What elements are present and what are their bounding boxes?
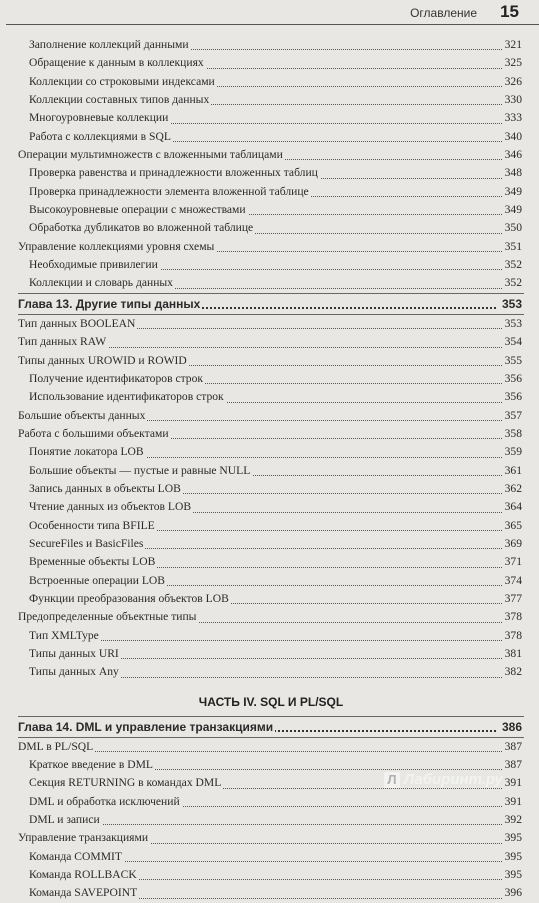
toc-entry-title: Проверка принадлежности элемента вложенной таблице <box>29 184 309 198</box>
toc-entry[interactable] <box>18 164 524 182</box>
toc-entry[interactable] <box>18 352 524 370</box>
toc-entry-title: Тип XMLType <box>29 628 99 642</box>
toc-entry-page: 395 <box>504 868 522 882</box>
chapter-title: Глава 13. Другие типы данных <box>18 296 201 311</box>
header-title: Оглавление <box>410 6 477 20</box>
toc-entry-page: 321 <box>504 38 522 51</box>
toc-entry[interactable] <box>18 315 524 333</box>
toc-entry-page: 395 <box>504 831 522 845</box>
toc-entry-title: Тип данных RAW <box>18 335 107 349</box>
toc-entry-title: SecureFiles и BasicFiles <box>29 536 144 550</box>
toc-entry[interactable] <box>18 884 524 902</box>
toc-entry-page: 354 <box>504 335 522 349</box>
toc-entry[interactable] <box>18 109 524 127</box>
toc-entry[interactable] <box>18 590 524 608</box>
toc-entry[interactable] <box>18 480 524 498</box>
toc-entry-page: 330 <box>504 93 522 107</box>
toc-entry-title: Особенности типа BFILE <box>29 518 155 532</box>
labirint-logo-icon: Л <box>384 772 400 788</box>
toc-entry-page: 387 <box>504 739 522 753</box>
toc-entry-title: Коллекции со строковыми индексами <box>29 74 215 88</box>
toc-entry-page: 369 <box>504 536 522 550</box>
toc-entry-page: 358 <box>504 426 522 440</box>
toc-entry-title: Управление транзакциями <box>18 831 149 845</box>
toc-entry-page: 349 <box>504 203 522 217</box>
toc-entry-page: 361 <box>504 463 522 477</box>
toc-entry[interactable] <box>18 866 524 884</box>
toc-entry-title: Коллекции составных типов данных <box>29 93 210 107</box>
toc-entry[interactable] <box>18 183 524 201</box>
chapter-page: 386 <box>501 719 522 734</box>
toc-entry-title: Команда SAVEPOINT <box>29 886 138 900</box>
toc-entry-page: 340 <box>504 129 522 143</box>
toc-entry[interactable] <box>18 370 524 388</box>
toc-entry-page: 356 <box>504 371 522 385</box>
header-page-number: 15 <box>500 2 519 21</box>
toc-entry[interactable] <box>18 608 524 626</box>
toc-section-other-types <box>18 315 524 682</box>
toc-entry[interactable] <box>18 663 524 681</box>
toc-entry-title: Использование идентификаторов строк <box>29 390 224 404</box>
toc-entry-title: Большие объекты данных <box>18 408 146 422</box>
toc-entry-page: 352 <box>504 276 522 290</box>
toc-entry-title: Управление коллекциями уровня схемы <box>18 239 215 253</box>
toc-entry[interactable] <box>18 848 524 866</box>
toc-entry[interactable] <box>18 443 524 461</box>
toc-entry-title: Обработка дубликатов во вложенной таблице <box>29 221 254 235</box>
toc-entry-page: 377 <box>504 591 522 605</box>
toc-entry-page: 382 <box>504 665 522 679</box>
toc-entry-page: 348 <box>504 166 522 180</box>
toc-section-collections <box>18 36 524 293</box>
toc-entry-title: Чтение данных из объектов LOB <box>29 500 192 514</box>
toc-entry-title: Временные объекты LOB <box>29 555 156 569</box>
toc-entry[interactable] <box>18 201 524 219</box>
toc-entry-title: Большие объекты — пустые и равные NULL <box>29 463 251 477</box>
toc-entry-title: Тип данных BOOLEAN <box>18 316 136 330</box>
toc-entry-title: Секция RETURNING в командах DML <box>29 776 222 790</box>
toc-entry-title: Предопределенные объектные типы <box>18 610 197 624</box>
toc-entry-page: 356 <box>504 390 522 404</box>
chapter-title: Глава 14. DML и управление транзакциями <box>18 719 274 734</box>
toc-entry-page: 364 <box>504 500 522 514</box>
toc-entry[interactable] <box>18 498 524 516</box>
page-header <box>0 0 539 26</box>
part-heading: ЧАСТЬ IV. SQL И PL/SQL <box>198 694 344 709</box>
toc-entry[interactable] <box>18 535 524 553</box>
toc-entry[interactable] <box>18 553 524 571</box>
toc-entry-page: 357 <box>504 408 522 422</box>
toc-entry-title: Запись данных в объекты LOB <box>29 481 181 495</box>
watermark <box>384 771 503 788</box>
toc-entry-page: 353 <box>504 316 522 330</box>
toc-entry-page: 350 <box>504 221 522 235</box>
toc-entry-title: Понятие локатора LOB <box>29 445 144 459</box>
toc-entry[interactable] <box>18 627 524 645</box>
toc-entry[interactable] <box>18 333 524 351</box>
toc-entry-title: Типы данных URI <box>29 647 119 660</box>
toc-entry-title: Обращение к данным в коллекциях <box>29 56 204 70</box>
toc-entry-page: 391 <box>504 776 522 790</box>
toc-entry[interactable] <box>18 462 524 480</box>
toc-entry-page: 381 <box>504 647 522 660</box>
toc-entry-page: 371 <box>504 555 522 569</box>
toc-entry-title: Работа с большими объектами <box>18 426 169 440</box>
toc-entry-page: 378 <box>504 610 522 624</box>
toc-entry-page: 374 <box>504 573 522 587</box>
toc-entry[interactable] <box>18 407 524 425</box>
toc-entry-title: DML и обработка исключений <box>29 794 180 808</box>
toc-entry-page: 359 <box>504 445 522 459</box>
toc-entry-page: 391 <box>504 794 522 808</box>
toc-entry[interactable] <box>18 238 524 256</box>
watermark-text: Лабиринт.ру <box>403 771 503 788</box>
toc-entry-title: Коллекции и словарь данных <box>29 276 173 290</box>
toc-entry-title: Краткое введение в DML <box>29 758 153 772</box>
toc-entry[interactable] <box>18 146 524 164</box>
chapter-page: 353 <box>501 296 522 311</box>
header-rule <box>6 24 539 25</box>
toc-entry-page: 355 <box>504 353 522 367</box>
toc-entry[interactable] <box>18 388 524 406</box>
toc-entry-page: 378 <box>504 628 522 642</box>
toc-entry[interactable] <box>18 274 524 292</box>
toc-entry-page: 365 <box>504 518 522 532</box>
toc-entry-title: Многоуровневые коллекции <box>29 111 169 125</box>
toc-entry[interactable] <box>18 73 524 91</box>
toc-entry[interactable] <box>18 517 524 535</box>
toc-chapter-13[interactable] <box>18 294 524 314</box>
toc-entry-page: 395 <box>504 849 522 863</box>
toc-entry-page: 352 <box>504 258 522 272</box>
toc-entry[interactable] <box>18 425 524 443</box>
toc-entry-title: Операции мультимножеств с вложенными таблицами <box>18 148 283 162</box>
toc-entry-title: Типы данных Any <box>29 665 119 679</box>
toc-entry-page: 333 <box>504 111 522 125</box>
toc-entry-title: Высокоуровневые операции с множествами <box>29 203 246 217</box>
toc-entry-title: Работа с коллекциями в SQL <box>29 129 171 143</box>
toc-entry[interactable] <box>18 645 524 663</box>
toc-entry-title: Получение идентификаторов строк <box>29 371 204 385</box>
toc-entry[interactable] <box>18 256 524 274</box>
toc-entry-title: Заполнение коллекций данными <box>29 38 189 51</box>
toc-entry[interactable] <box>18 738 524 756</box>
toc-entry-title: Встроенные операции LOB <box>29 573 166 587</box>
toc-entry-page: 392 <box>504 813 522 827</box>
toc-entry-title: Проверка равенства и принадлежности вложенных таблиц <box>29 166 318 180</box>
toc-entry-title: Необходимые привилегии <box>29 258 158 272</box>
toc-entry-title: DML и записи <box>29 813 100 827</box>
toc-entry-page: 396 <box>504 886 522 900</box>
toc-entry-page: 325 <box>504 56 522 70</box>
toc-entry[interactable] <box>18 572 524 590</box>
toc-entry-page: 362 <box>504 481 522 495</box>
toc-entry[interactable] <box>18 36 524 54</box>
toc-entry-page: 346 <box>504 148 522 162</box>
toc-entry[interactable] <box>18 793 524 811</box>
toc-entry-title: Команда COMMIT <box>29 849 122 863</box>
toc-entry-title: Команда ROLLBACK <box>29 868 137 882</box>
toc-entry[interactable] <box>18 128 524 146</box>
toc-chapter-14[interactable] <box>18 717 524 737</box>
toc-entry-page: 387 <box>504 758 522 772</box>
toc-entry[interactable] <box>18 54 524 72</box>
toc-entry-page: 349 <box>504 184 522 198</box>
toc-entry-page: 326 <box>504 74 522 88</box>
toc-entry-title: Функции преобразования объектов LOB <box>29 591 229 605</box>
toc-entry[interactable] <box>18 219 524 237</box>
toc-entry[interactable] <box>18 829 524 847</box>
toc-section-dml <box>18 738 524 903</box>
toc-entry[interactable] <box>18 811 524 829</box>
toc-entry[interactable] <box>18 91 524 109</box>
toc-entry-page: 351 <box>504 239 522 253</box>
toc-entry-title: Типы данных UROWID и ROWID <box>18 353 187 367</box>
toc-entry-title: DML в PL/SQL <box>18 739 94 753</box>
